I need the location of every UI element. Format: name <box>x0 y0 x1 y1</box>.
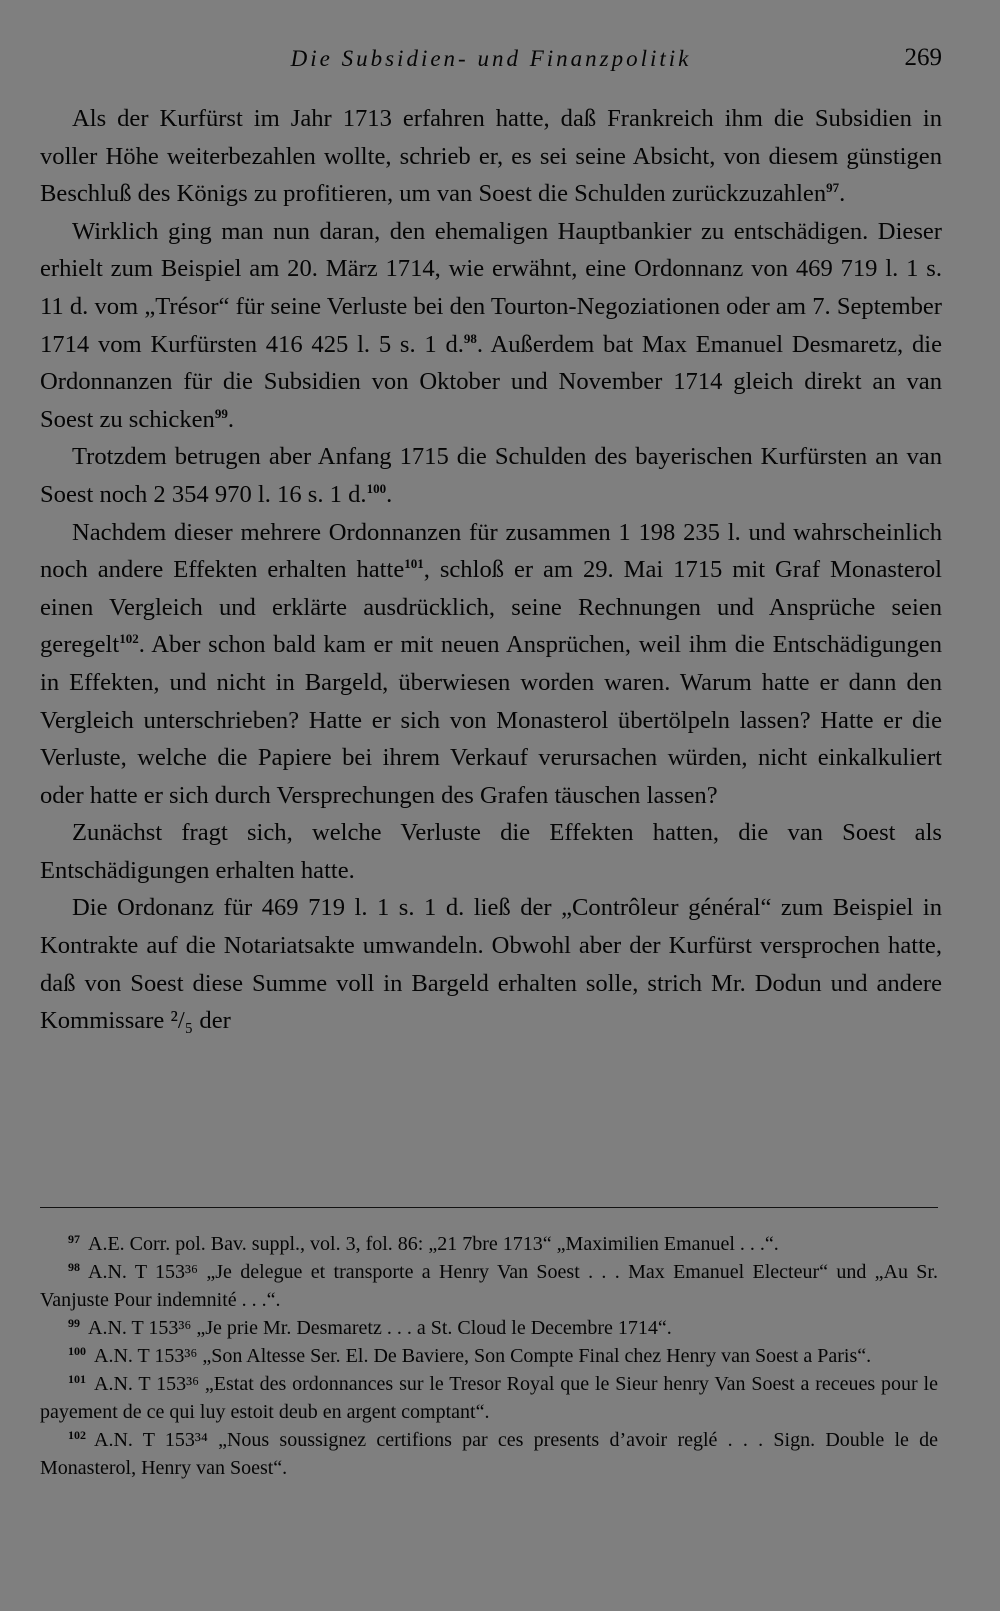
paragraph-3 <box>40 438 942 513</box>
paragraph-1 <box>40 100 942 213</box>
footnote-number: 100 <box>68 1344 86 1358</box>
footnote-ref-100: 100 <box>366 480 387 496</box>
running-title: Die Subsidien- und Finanzpolitik <box>290 46 692 71</box>
footnote-101 <box>40 1370 938 1426</box>
paragraph-text: . <box>839 180 846 208</box>
paragraph-text: . <box>386 480 393 508</box>
footnote-text: A.E. Corr. pol. Bav. suppl., vol. 3, fol. 86: „21 7bre 1713“ „Maximilien Emanuel . . .“. <box>88 1233 779 1255</box>
footnote-ref-99: 99 <box>214 405 228 421</box>
footnote-text: A.N. T 153³⁶ „Son Altesse Ser. El. De Baviere, Son Compte Final chez Henry van Soest a Paris“. <box>94 1345 872 1367</box>
footnote-number: 101 <box>68 1372 86 1386</box>
footnote-text: A.N. T 153³⁶ „Estat des ordonnances sur le Tresor Royal que le Sieur henry Van Soest a receues pour le payement de ce qui luy estoit deub en argent comptant“. <box>40 1373 938 1423</box>
footnote-98 <box>40 1258 938 1314</box>
footnote-102 <box>40 1426 938 1482</box>
footnote-number: 99 <box>68 1316 80 1330</box>
page-header <box>40 44 942 78</box>
paragraph-text: Nachdem dieser mehrere Ordonnanzen für zusammen 1 198 235 l. und wahrscheinlich noch andere Effekten erhalten hatte <box>40 518 942 584</box>
footnote-ref-97: 97 <box>826 180 840 196</box>
paragraph-text: . Aber schon bald kam er mit neuen Ansprüchen, weil ihm die Entschädigungen in Effekten, und nicht in Bargeld, überwiesen worden waren. Warum hatte er dann den Vergleich unterschrieben? Hatte er sich von Monasterol übertölpeln lassen? Hatte er die Verluste, welche die Papiere bei ihrem Verkauf verursachen würden, nicht einkalkuliert oder hatte er sich durch Versprechungen des Grafen täuschen lassen? <box>40 631 942 809</box>
footnote-text: A.N. T 153³⁶ „Je prie Mr. Desmaretz . . . a St. Cloud le Decembre 1714“. <box>88 1317 672 1339</box>
paragraph-text: Als der Kurfürst im Jahr 1713 erfahren hatte, daß Frankreich ihm die Subsidien in voller Höhe weiterbezahlen wollte, schrieb er, es sei seine Absicht, von diesem günstigen Beschluß des Königs zu profitieren, um van Soest die Schulden zurückzuzahlen <box>40 105 942 208</box>
paragraph-5 <box>40 814 942 889</box>
paragraph-text: , schloß er am 29. Mai 1715 mit Graf Monasterol einen Vergleich und erklärte ausdrücklich, seine Rechnungen und Ansprüche seien geregelt <box>40 556 942 659</box>
footnote-100 <box>40 1342 938 1370</box>
body-text <box>40 100 942 1040</box>
paragraph-text: . <box>227 405 235 433</box>
footnote-number: 102 <box>68 1428 86 1442</box>
footnote-ref-102: 102 <box>119 631 139 647</box>
paragraph-text: Zunächst fragt sich, welche Verluste die Effekten hatten, die van Soest als Entschädigungen erhalten hatte. <box>40 819 942 884</box>
footnote-text: A.N. T 153³⁶ „Je delegue et transporte a Henry Van Soest . . . Max Emanuel Electeur“ und „Au Sr. Vanjuste Pour indemnité . . .“. <box>40 1261 938 1311</box>
footnote-99 <box>40 1314 938 1342</box>
footnote-number: 97 <box>68 1232 80 1246</box>
footnote-number: 98 <box>68 1260 80 1274</box>
footnote-divider <box>40 1207 938 1208</box>
paragraph-2 <box>40 213 942 439</box>
footnote-text: A.N. T 153³⁴ „Nous soussignez certifions par ces presents d’avoir reglé . . . Sign. Double le de Monasterol, Henry van Soest“. <box>40 1429 938 1479</box>
footnote-ref-101: 101 <box>404 556 424 572</box>
paragraph-text: . Außerdem bat Max Emanuel Desmaretz, die Ordonnanzen für die Subsidien von Oktober und November 1714 gleich direkt an van Soest zu schicken <box>40 330 942 433</box>
paragraph-4 <box>40 514 942 815</box>
footnote-97 <box>40 1230 938 1258</box>
paragraph-text: Wirklich ging man nun daran, den ehemaligen Hauptbankier zu entschädigen. Dieser erhielt zum Beispiel am 20. März 1714, wie erwähnt, eine Ordonnanz von 469 719 l. 1 s. 11 d. vom „Trésor“ für seine Verluste bei den Tourton-Negoziationen oder am 7. September 1714 vom Kurfürsten 416 425 l. 5 s. 1 d. <box>40 217 942 358</box>
paragraph-6 <box>40 889 942 1039</box>
footnote-ref-98: 98 <box>463 330 477 346</box>
page-number: 269 <box>904 44 942 71</box>
footnotes <box>40 1230 938 1482</box>
paragraph-text: Die Ordonanz für 469 719 l. 1 s. 1 d. ließ der „Contrôleur général“ zum Beispiel in Kontrakte auf die Notariatsakte umwandeln. Obwohl aber der Kurfürst versprochen hatte, daß von Soest diese Summe voll in Bargeld erhalten solle, strich Mr. Dodun und andere Kommissare ²/₅ der <box>40 894 942 1035</box>
paragraph-text: Trotzdem betrugen aber Anfang 1715 die Schulden des bayerischen Kurfürsten an van Soest noch 2 354 970 l. 16 s. 1 d. <box>40 443 942 508</box>
